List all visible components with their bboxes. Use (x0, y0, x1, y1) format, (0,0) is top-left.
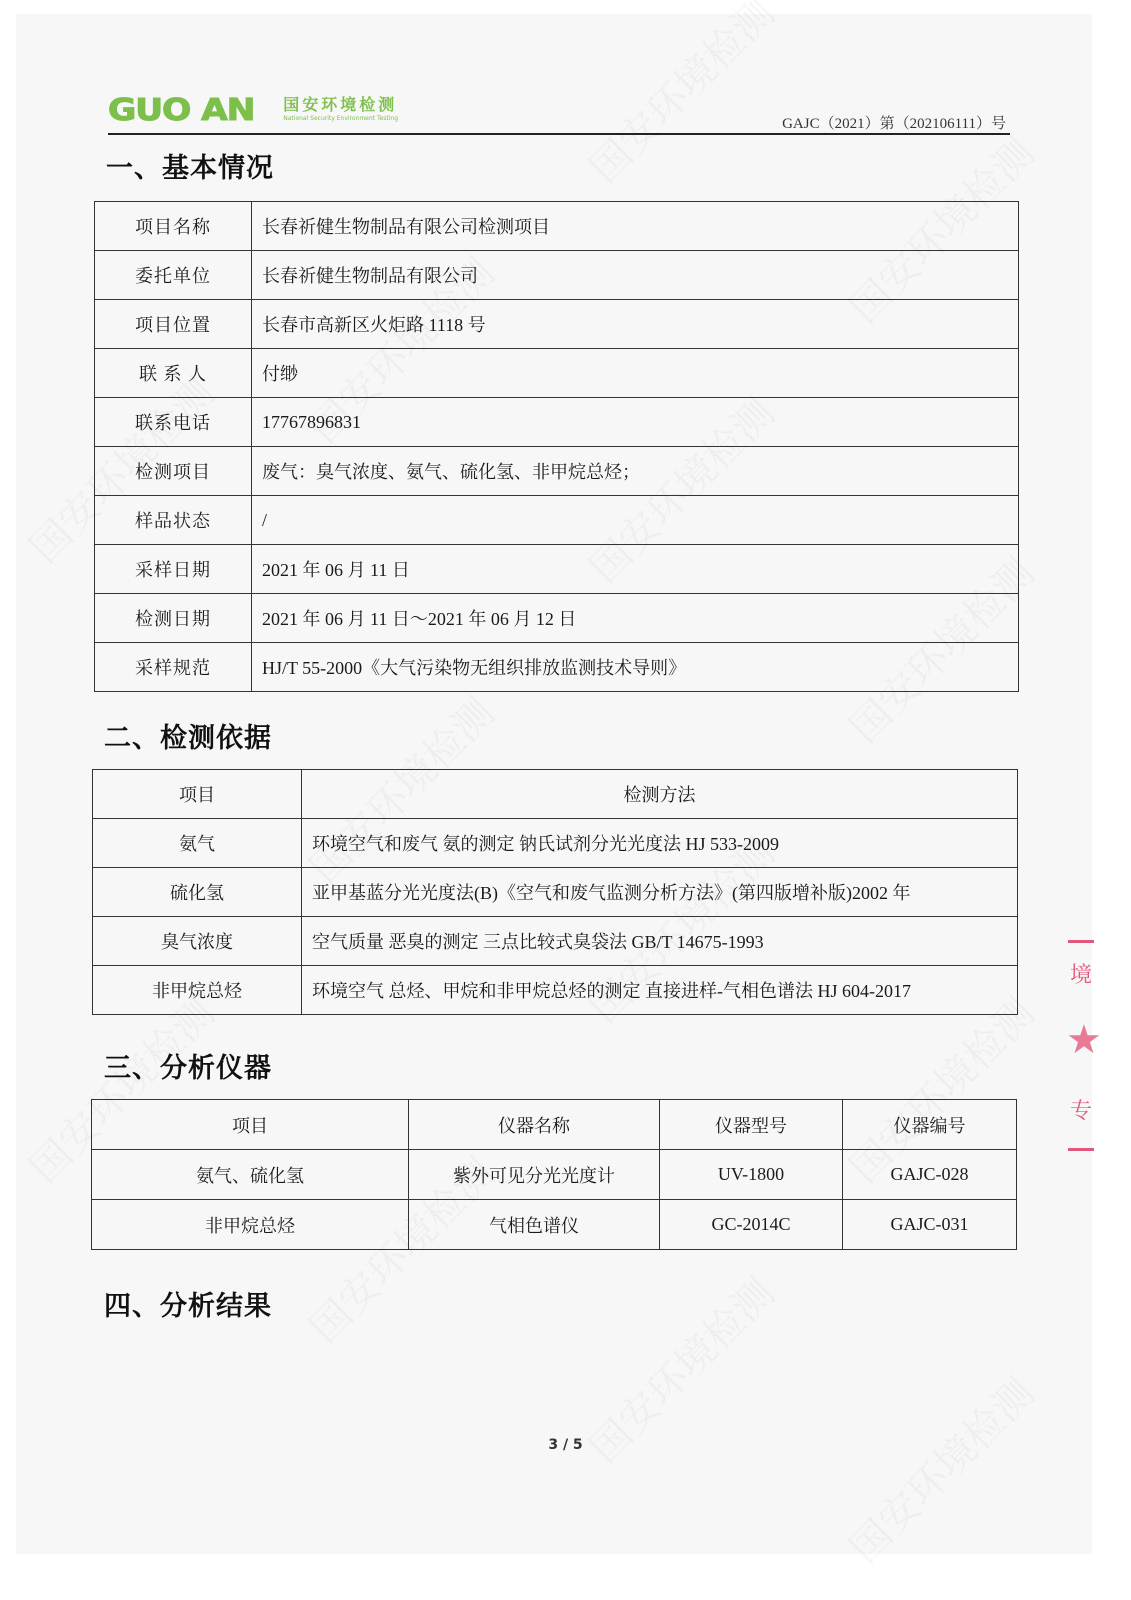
row-label: 检测项目 (95, 447, 252, 496)
star-icon: ★ (1066, 1017, 1102, 1062)
column-header: 仪器名称 (409, 1100, 660, 1150)
table-row (93, 868, 1018, 917)
column-header: 仪器编号 (843, 1100, 1017, 1150)
instrument-name-cell: 气相色谱仪 (409, 1200, 660, 1250)
row-value: 废气：臭气浓度、氨气、硫化氢、非甲烷总烃； (252, 447, 1019, 496)
table-row (92, 1200, 1017, 1250)
section-title-instruments: 三、分析仪器 (104, 1053, 272, 1084)
logo-cn-text: 国安环境检测 (283, 95, 398, 114)
row-value: 17767896831 (252, 398, 1019, 447)
method-cell: 环境空气 总烃、甲烷和非甲烷总烃的测定 直接进样-气相色谱法 HJ 604-2017 (302, 966, 1018, 1015)
column-header: 项目 (92, 1100, 409, 1150)
page-header (108, 93, 1010, 136)
header-divider (108, 133, 1010, 135)
column-header: 项目 (93, 770, 302, 819)
row-label: 采样日期 (95, 545, 252, 594)
seal-stamp (1066, 940, 1102, 1152)
item-cell: 臭气浓度 (93, 917, 302, 966)
instrument-name-cell: 紫外可见分光光度计 (409, 1150, 660, 1200)
stamp-border (1068, 940, 1094, 943)
table-row (95, 398, 1019, 447)
row-label: 联 系 人 (95, 349, 252, 398)
method-cell: 空气质量 恶臭的测定 三点比较式臭袋法 GB/T 14675-1993 (302, 917, 1018, 966)
row-value: 长春祈健生物制品有限公司 (252, 251, 1019, 300)
instrument-number-cell: GAJC-028 (843, 1150, 1017, 1200)
table-row (92, 1150, 1017, 1200)
table-row (95, 643, 1019, 692)
table-row (93, 819, 1018, 868)
row-value: 长春市高新区火炬路 1118 号 (252, 300, 1019, 349)
item-cell: 硫化氢 (93, 868, 302, 917)
table-row (95, 447, 1019, 496)
column-header: 仪器型号 (660, 1100, 843, 1150)
instruments-table (91, 1099, 1017, 1250)
table-row (95, 594, 1019, 643)
method-cell: 亚甲基蓝分光光度法(B)《空气和废气监测分析方法》(第四版增补版)2002 年 (302, 868, 1018, 917)
item-cell: 氨气、硫化氢 (92, 1150, 409, 1200)
section-title-results: 四、分析结果 (104, 1291, 272, 1322)
row-value: HJ/T 55-2000《大气污染物无组织排放监测技术导则》 (252, 643, 1019, 692)
row-label: 采样规范 (95, 643, 252, 692)
row-label: 联系电话 (95, 398, 252, 447)
page-number: 3 / 5 (548, 1437, 583, 1453)
stamp-char: 专 (1070, 1098, 1093, 1123)
table-row (95, 300, 1019, 349)
table-row (95, 202, 1019, 251)
table-header-row (92, 1100, 1017, 1150)
instrument-model-cell: GC-2014C (660, 1200, 843, 1250)
row-label: 委托单位 (95, 251, 252, 300)
document-number: GAJC（2021）第（202106111）号 (782, 116, 1006, 132)
section-title-basis: 二、检测依据 (104, 723, 272, 754)
row-label: 项目位置 (95, 300, 252, 349)
row-label: 项目名称 (95, 202, 252, 251)
column-header: 检测方法 (302, 770, 1018, 819)
stamp-border (1068, 1148, 1094, 1151)
row-value: 付缈 (252, 349, 1019, 398)
table-row (95, 496, 1019, 545)
basic-info-table (94, 201, 1019, 692)
instrument-model-cell: UV-1800 (660, 1150, 843, 1200)
table-row (95, 545, 1019, 594)
item-cell: 非甲烷总烃 (92, 1200, 409, 1250)
test-basis-table (92, 769, 1018, 1015)
row-value: 2021 年 06 月 11 日 (252, 545, 1019, 594)
table-row (93, 966, 1018, 1015)
row-label: 检测日期 (95, 594, 252, 643)
table-header-row (93, 770, 1018, 819)
row-value: 长春祈健生物制品有限公司检测项目 (252, 202, 1019, 251)
row-value: 2021 年 06 月 11 日～2021 年 06 月 12 日 (252, 594, 1019, 643)
item-cell: 非甲烷总烃 (93, 966, 302, 1015)
row-label: 样品状态 (95, 496, 252, 545)
item-cell: 氨气 (93, 819, 302, 868)
instrument-number-cell: GAJC-031 (843, 1200, 1017, 1250)
table-row (95, 349, 1019, 398)
section-title-basic-info: 一、基本情况 (106, 153, 274, 184)
method-cell: 环境空气和废气 氨的测定 钠氏试剂分光光度法 HJ 533-2009 (302, 819, 1018, 868)
table-row (93, 917, 1018, 966)
company-logo (108, 93, 399, 128)
row-value: / (252, 496, 1019, 545)
stamp-char: 境 (1070, 962, 1093, 987)
logo-mark: GUO AN (108, 93, 255, 128)
logo-en-text: National Security Environment Testing (283, 115, 399, 122)
table-row (95, 251, 1019, 300)
